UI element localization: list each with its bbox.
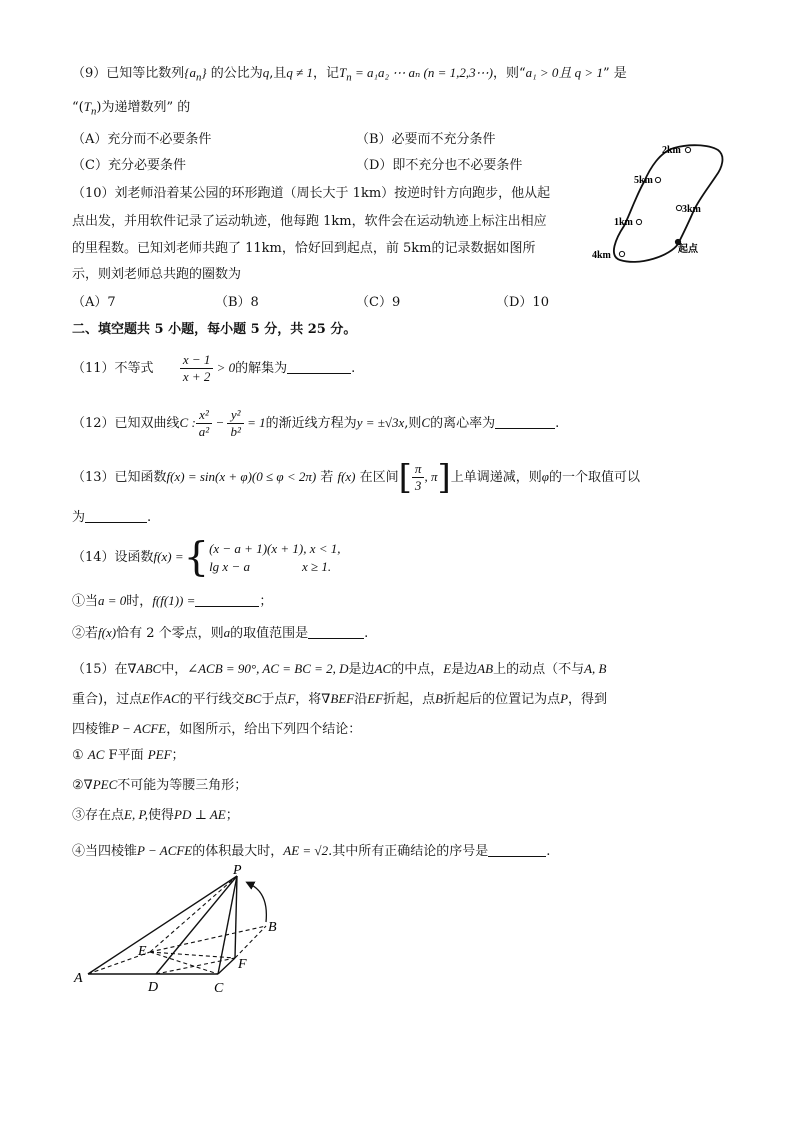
q12-frac-x: $\frac{\text{x²}}{\text{a²}}$ — [196, 407, 212, 440]
edge-PD — [156, 876, 237, 974]
label-2km: 2km — [662, 145, 681, 156]
label-P: P — [233, 863, 242, 878]
label-D: D — [148, 980, 159, 995]
q9-line2: “$(T_n)$为递增数列” 的 — [72, 99, 191, 118]
label-1km: 1km — [614, 217, 633, 228]
label-A: A — [74, 971, 83, 986]
fold-arrow — [250, 884, 266, 922]
q14-sub2: ②若f(x)恰有 2 个零点，则a的取值范围是 . — [72, 625, 369, 641]
q15-conclusion-4: ④当四棱锥P − ACFE的体积最大时，AE = √2.其中所有正确结论的序号是 . — [72, 843, 551, 859]
track-loop — [614, 145, 723, 262]
q10-option-c[interactable]: （C）9 — [356, 295, 401, 310]
q10-line3: 的里程数。已知刘老师共跑了 11km，恰好回到起点，前 5km的记录数据如图所 — [72, 241, 536, 256]
q9-line1: （9）已知等比数列$\{a_n\}$ 的公比为q,且q ≠ 1，记$T_n = a_1a_2$ ⋯ aₙ (n = 1,2,3⋯)，则“a₁ > 0且 q > 1” 是 — [72, 65, 627, 84]
section2-title: 二、填空题共 5 小题，每小题 5 分，共 25 分。 — [72, 322, 357, 337]
marker-4km — [619, 251, 624, 256]
q14-sub2-answer-blank[interactable] — [308, 626, 364, 639]
q15-answer-blank[interactable] — [488, 844, 546, 857]
q14-piecewise: (x − a + 1)(x + 1), x < 1, lg x − a x ≥ 1. — [209, 540, 341, 574]
marker-2km — [685, 147, 690, 152]
edge-FB — [235, 926, 266, 958]
q10-line1: （10）刘老师沿着某公园的环形跑道（周长大于 1km）按逆时针方向跑步，他从起 — [72, 186, 551, 201]
q11-answer-blank[interactable] — [287, 361, 351, 374]
q14-brace: { — [183, 534, 210, 581]
label-start: 起点 — [678, 244, 698, 255]
marker-1km — [636, 219, 641, 224]
q15-line3: 四棱锥P − ACFE，如图所示，给出下列四个结论： — [72, 721, 362, 737]
q11: （11）不等式 $\frac{x - 1}{x + 2}$ > 0的解集为 . — [72, 352, 356, 384]
q15-conclusion-1: ① AC F平面 PEF； — [72, 747, 185, 763]
q13-line2: 为 . — [72, 510, 152, 525]
q9-option-d[interactable]: （D）即不充分也不必要条件 — [356, 158, 523, 173]
q15-conclusion-2: ②∇PEC不可能为等腰三角形； — [72, 777, 248, 793]
label-5km: 5km — [634, 175, 653, 186]
q15-conclusion-3: ③存在点E, P,使得PD ⊥ AE； — [72, 807, 239, 823]
q12: （12）已知双曲线C : $\frac{\text{x²}}{\text{a²}}$ − $\frac{\text{y²}}{\text{b²}}$ = 1的渐近线方程为y = ±√3x,则C的离心率为 . — [72, 407, 560, 439]
q9-def: $T_n = a_1a_2$ ⋯ aₙ (n = 1,2,3⋯) — [339, 65, 493, 84]
q14: （14）设函数f(x) ={ (x − a + 1)(x + 1), x < 1, lg x − a x ≥ 1. — [72, 534, 341, 581]
label-B: B — [268, 920, 277, 935]
label-4km: 4km — [592, 250, 611, 261]
q10-option-d[interactable]: （D）10 — [496, 295, 549, 310]
q14-sub1: ①当a = 0时，f(f(1)) = ； — [72, 593, 273, 609]
q12-answer-blank[interactable] — [495, 416, 555, 429]
q13-left-bracket: [ — [398, 457, 412, 498]
q12-frac-y: $\frac{\text{y²}}{\text{b²}}$ — [227, 407, 243, 440]
label-3km: 3km — [682, 204, 701, 215]
edge-EB — [150, 926, 266, 952]
q9-seq: $\{a_n\}$ — [184, 65, 207, 84]
label-F: F — [238, 957, 247, 972]
q13-fraction: $\frac{\pi}{3}$ — [412, 461, 425, 494]
q9-option-c[interactable]: （C）充分必要条件 — [72, 158, 186, 173]
q14-sub1-answer-blank[interactable] — [195, 594, 259, 607]
q10-line4: 示，则刘老师总共跑的圈数为 — [72, 267, 242, 282]
q10-option-a[interactable]: （A）7 — [72, 295, 116, 310]
marker-3km — [676, 205, 681, 210]
q9-option-a[interactable]: （A）充分而不必要条件 — [72, 132, 212, 147]
q10-option-b[interactable]: （B）8 — [215, 295, 259, 310]
q15-line1: （15）在∇ABC中，∠ACB = 90°, AC = BC = 2, D是边AC的中点，E是边AB上的动点（不与A, B — [72, 661, 607, 677]
q11-fraction: $\frac{x - 1}{x + 2}$ — [180, 352, 214, 385]
q10-line2: 点出发，并用软件记录了运动轨迹，他每跑 1km，软件会在运动轨迹上标注出相应 — [72, 214, 547, 229]
marker-5km — [655, 177, 660, 182]
label-E: E — [138, 944, 147, 959]
q13-line1: （13）已知函数f(x) = sin(x + φ)(0 ≤ φ < 2π) 若 f(x) 在区间[ $\frac{\pi}{3}$ , π]上单调递减，则φ的一个取值可以 — [72, 457, 640, 498]
q13-right-bracket: ] — [437, 457, 451, 498]
label-C: C — [214, 981, 224, 996]
pyramid-figure — [70, 862, 290, 1002]
q15-line2: 重合)，过点E作AC的平行线交BC于点F，将∇BEF沿EF折起，点B折起后的位置记为点P，得到 — [72, 691, 608, 707]
running-track-map — [590, 138, 730, 270]
q13-answer-blank[interactable] — [85, 510, 147, 523]
edge-PA — [88, 876, 237, 974]
q9-option-b[interactable]: （B）必要而不充分条件 — [356, 132, 496, 147]
